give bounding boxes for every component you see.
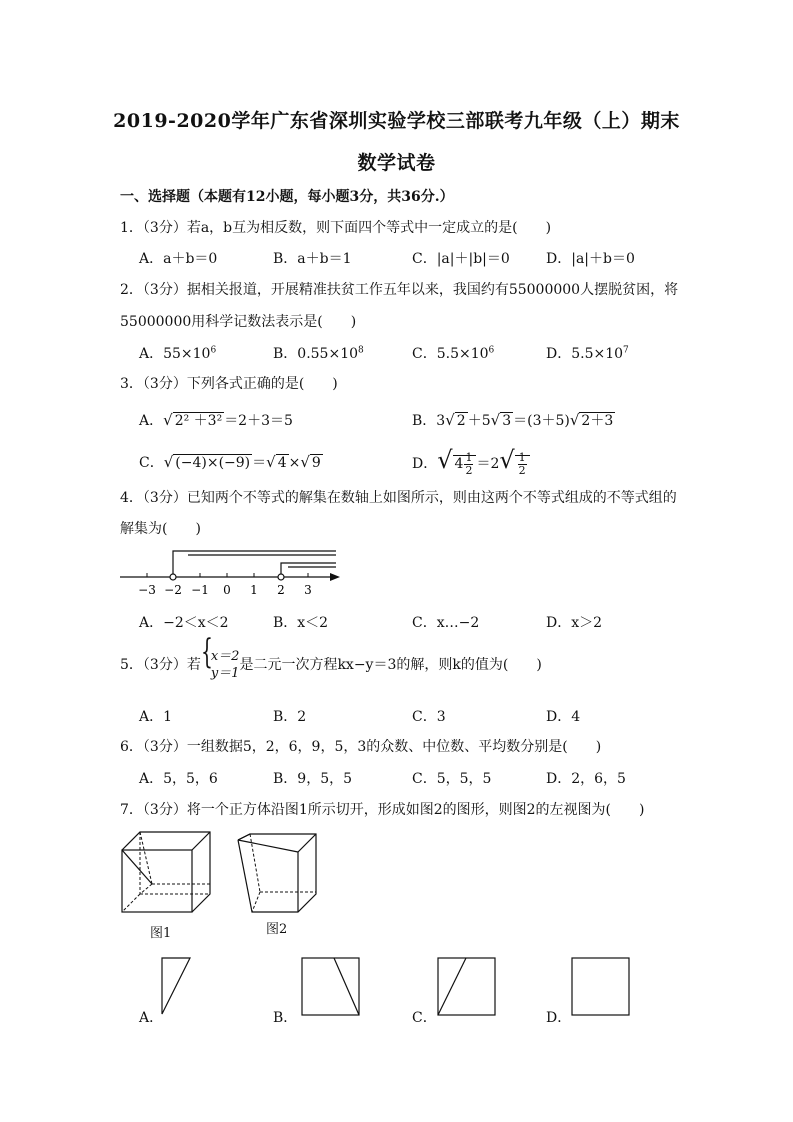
q4-option-d: D．x＞2: [546, 615, 603, 631]
q3-option-d: D．√ 4 $\frac{1}{2}$ ＝2√ $\frac{1}{2}$: [412, 446, 530, 477]
question-6-stem: 6．（3分）一组数据5，2，6，9，5，3的众数、中位数、平均数分别是( ): [120, 739, 602, 755]
q4-option-c: C．x…−2: [412, 615, 480, 631]
q1-option-a: A．a＋b＝0: [139, 251, 218, 267]
open-dot-minus-2: [170, 574, 176, 580]
q5-option-c: C．3: [412, 709, 446, 725]
tick-label: 2: [277, 583, 285, 597]
question-3-stem: 3．（3分）下列各式正确的是( ): [120, 376, 338, 392]
open-dot-2: [278, 574, 284, 580]
q1-option-c: C．|a|＋|b|＝0: [412, 251, 510, 267]
q7-option-b-label: B．: [273, 1010, 298, 1026]
equation-system: { x＝2 y＝1: [200, 632, 240, 681]
figure-1-caption: 图1: [150, 926, 172, 941]
question-2-stem-line1: 2．（3分）据相关报道，开展精准扶贫工作五年以来，我国约有55000000人摆脱贫困，将: [120, 282, 679, 298]
figure-1-cube: [118, 828, 218, 918]
q2-option-b: B．$0.55\times 10^8$: [273, 345, 364, 362]
q2-option-c: C．$5.5\times 10^6$: [412, 345, 495, 362]
tick-label: −3: [138, 583, 156, 597]
question-4-stem-line2: 解集为( ): [120, 521, 201, 537]
figure-2-caption: 图2: [266, 922, 288, 937]
q3-option-a: A．√ 2² ＋3² ＝2＋3＝5: [139, 411, 293, 429]
question-4-stem-line1: 4．（3分）已知两个不等式的解集在数轴上如图所示，则由这两个不等式组成的不等式组的: [120, 490, 677, 506]
tick-label: −2: [164, 583, 182, 597]
page-title-line2: 数学试卷: [357, 152, 436, 174]
q2-option-a: A．$55\times 10^6$: [139, 345, 217, 362]
number-line-figure: [118, 545, 348, 597]
q4-option-a: A．−2＜x＜2: [139, 615, 229, 631]
q4-option-b: B．x＜2: [273, 615, 329, 631]
number-line-arrow: [330, 573, 340, 581]
q6-option-a: A．5，5，6: [139, 771, 218, 787]
tick-label: 3: [304, 583, 312, 597]
q7-option-a-figure: [158, 956, 194, 1018]
q7-option-a-label: A．: [139, 1010, 164, 1026]
question-1-stem: 1．（3分）若a，b互为相反数，则下面四个等式中一定成立的是( ): [120, 220, 552, 236]
q7-option-d-label: D．: [546, 1010, 572, 1026]
q7-option-c-figure: [436, 956, 498, 1018]
q1-option-b: B．a＋b＝1: [273, 251, 352, 267]
brace-icon: {: [200, 632, 213, 672]
q6-option-c: C．5，5，5: [412, 771, 492, 787]
q6-option-b: B．9，5，5: [273, 771, 353, 787]
tick-label: −1: [191, 583, 209, 597]
q3-option-c: C．√ (−4)×(−9) ＝√ 4 ×√ 9: [139, 453, 321, 471]
q2-option-d: D．$5.5\times 10^7$: [546, 345, 629, 362]
q7-option-b-figure: [300, 956, 362, 1018]
q5-option-d: D．4: [546, 709, 581, 725]
q7-option-d-figure: [570, 956, 632, 1018]
question-5-stem: 5．（3分）若 { x＝2 y＝1 是二元一次方程kx−y＝3的解，则k的值为( ): [120, 632, 542, 681]
question-7-stem: 7．（3分）将一个正方体沿图1所示切开，形成如图2的图形，则图2的左视图为( ): [120, 802, 645, 818]
q5-option-b: B．2: [273, 709, 307, 725]
q7-option-c-label: C．: [412, 1010, 437, 1026]
question-2-stem-line2: 55000000用科学记数法表示是( ): [120, 314, 357, 330]
q1-option-d: D．|a|＋b＝0: [546, 251, 635, 267]
tick-label: 1: [250, 583, 258, 597]
q3-option-b: B．3√ 2 ＋5√ 3 ＝(3＋5)√ 2＋3: [412, 411, 614, 429]
page-title-line1: 2019-2020学年广东省深圳实验学校三部联考九年级（上）期末: [113, 110, 680, 132]
q6-option-d: D．2，6，5: [546, 771, 626, 787]
q5-option-a: A．1: [139, 709, 173, 725]
tick-label: 0: [223, 583, 231, 597]
figure-2-cut-cube: [232, 830, 322, 920]
section-heading: 一、选择题（本题有12小题，每小题3分，共36分.）: [120, 189, 454, 205]
